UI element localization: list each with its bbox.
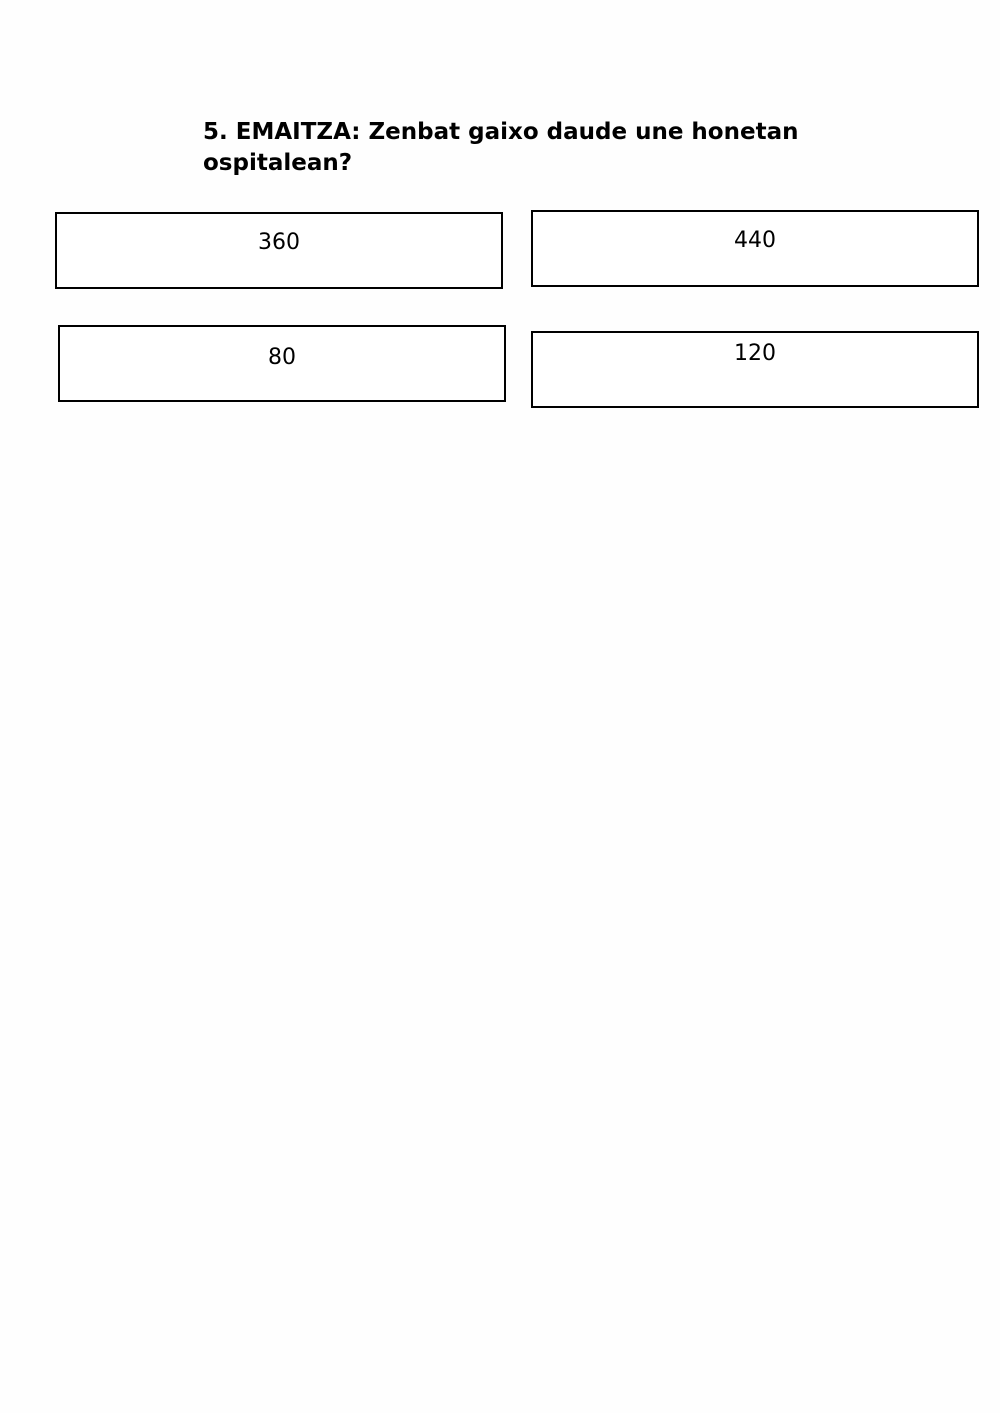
answer-option-80[interactable] [58, 325, 506, 402]
answer-option-440[interactable] [531, 210, 979, 287]
answer-label: 80 [268, 345, 296, 370]
question-line-1: 5. EMAITZA: Zenbat gaixo daude une honetan [203, 119, 799, 145]
answer-label: 440 [734, 228, 776, 253]
answer-label: 360 [258, 230, 300, 255]
answer-label: 120 [734, 341, 776, 366]
question-line-2: ospitalean? [203, 150, 353, 176]
question-title [203, 117, 903, 179]
answer-option-120[interactable] [531, 331, 979, 408]
answer-option-360[interactable] [55, 212, 503, 289]
